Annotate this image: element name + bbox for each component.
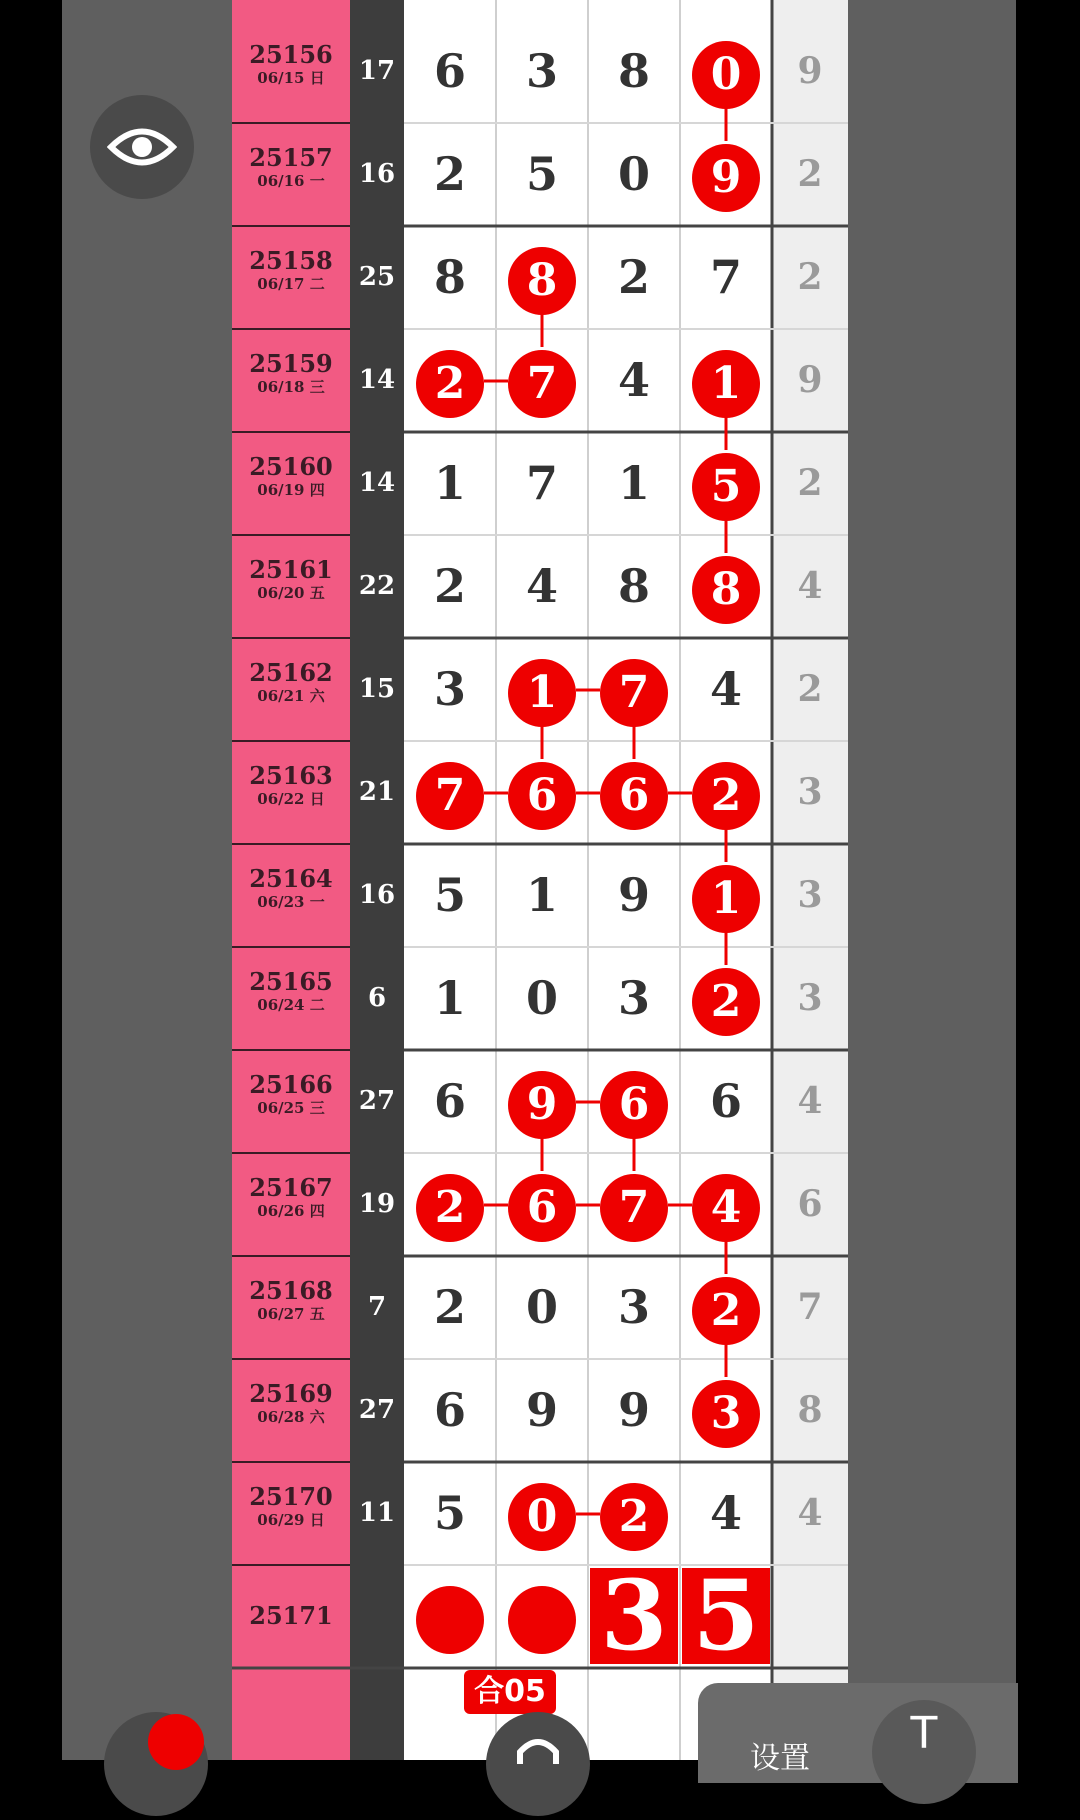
digit-cell xyxy=(496,329,588,432)
hit-ball: 1 xyxy=(692,865,760,933)
tail-value: 3 xyxy=(797,874,823,916)
sum-value: 27 xyxy=(358,1086,396,1116)
hit-ball: 6 xyxy=(600,762,668,830)
sum-value: 11 xyxy=(358,1498,396,1528)
digit-cell: 6 xyxy=(433,44,466,98)
digit-cell xyxy=(404,741,496,844)
hit-ball: 9 xyxy=(692,144,760,212)
issue-date: 06/18 三 xyxy=(257,378,325,396)
issue-number: 25163 xyxy=(249,761,333,790)
tail-value: 2 xyxy=(797,256,823,298)
digit-cell xyxy=(680,1256,772,1359)
tail-value: 4 xyxy=(797,1492,823,1534)
issue-number: 25166 xyxy=(249,1070,333,1099)
lock-icon xyxy=(486,1712,590,1816)
issue-cell xyxy=(232,535,350,638)
digit-cell xyxy=(680,20,772,123)
pending-ball xyxy=(496,1565,588,1668)
hit-ball: 1 xyxy=(508,659,576,727)
table-row xyxy=(232,1256,848,1359)
tail-value: 2 xyxy=(797,462,823,504)
sum-value: 15 xyxy=(358,674,396,704)
hit-ball: 2 xyxy=(416,350,484,418)
digit-cell: 0 xyxy=(617,147,650,201)
hit-ball: 7 xyxy=(416,762,484,830)
hit-ball: 3 xyxy=(692,1380,760,1448)
tail-value: 6 xyxy=(797,1183,823,1225)
issue-date: 06/15 日 xyxy=(257,69,325,87)
issue-date: 06/29 日 xyxy=(257,1511,325,1529)
hit-ball: 8 xyxy=(508,247,576,315)
digit-cell: 9 xyxy=(617,1383,650,1437)
issue-cell xyxy=(232,1050,350,1153)
issue-number: 25157 xyxy=(249,143,333,172)
digit-cell xyxy=(588,1153,680,1256)
tail-value: 8 xyxy=(797,1389,823,1431)
digit-cell: 4 xyxy=(525,559,558,613)
digit-cell: 1 xyxy=(433,456,466,510)
issue-number: 25169 xyxy=(249,1379,333,1408)
digit-cell: 7 xyxy=(525,456,558,510)
issue-date: 06/28 六 xyxy=(257,1408,325,1426)
sum-value: 27 xyxy=(358,1395,396,1425)
issue-cell xyxy=(232,432,350,535)
issue-number: 25161 xyxy=(249,555,333,584)
pen-button[interactable] xyxy=(104,1712,208,1816)
issue-date: 06/26 四 xyxy=(257,1202,325,1220)
digit-cell: 3 xyxy=(433,662,466,716)
digit-cell: 0 xyxy=(525,971,558,1025)
sum-value: 25 xyxy=(358,262,396,292)
digit-cell: 9 xyxy=(617,868,650,922)
hit-ball: 7 xyxy=(508,350,576,418)
trend-board xyxy=(232,0,848,1760)
sum-value: 19 xyxy=(358,1189,396,1219)
tail-value: 3 xyxy=(797,771,823,813)
table-row xyxy=(232,1359,848,1462)
digit-cell xyxy=(496,1153,588,1256)
table-row xyxy=(232,20,848,123)
issue-cell xyxy=(232,947,350,1050)
issue-number: 25168 xyxy=(249,1276,333,1305)
digit-cell: 2 xyxy=(433,1280,466,1334)
sum-value: 16 xyxy=(358,159,396,189)
digit-cell xyxy=(680,123,772,226)
hit-ball: 2 xyxy=(416,1174,484,1242)
pending-ball xyxy=(404,1565,496,1668)
left-overlay xyxy=(62,0,232,1760)
digit-cell: 3 xyxy=(525,44,558,98)
hit-ball: 4 xyxy=(692,1174,760,1242)
issue-number: 25164 xyxy=(249,864,333,893)
table-row xyxy=(232,741,848,844)
sum-value: 22 xyxy=(358,571,396,601)
issue-number: 25170 xyxy=(249,1482,333,1511)
digit-cell xyxy=(496,638,588,741)
digit-cell: 8 xyxy=(433,250,466,304)
digit-cell: 0 xyxy=(525,1280,558,1334)
digit-cell: 1 xyxy=(525,868,558,922)
hit-ball: 1 xyxy=(692,350,760,418)
issue-cell xyxy=(232,1565,350,1668)
sum-value: 7 xyxy=(367,1292,387,1322)
digit-cell xyxy=(680,844,772,947)
digit-cell xyxy=(588,1050,680,1153)
digit-cell xyxy=(680,535,772,638)
table-row xyxy=(232,947,848,1050)
tail-value: 4 xyxy=(797,1080,823,1122)
table-row xyxy=(232,329,848,432)
eye-toggle-button[interactable] xyxy=(90,95,194,199)
digit-cell: 3 xyxy=(617,1280,650,1334)
issue-date: 06/21 六 xyxy=(257,687,325,705)
right-overlay xyxy=(848,0,1016,1760)
issue-date: 06/17 二 xyxy=(257,275,325,293)
predicted-digit: 3 xyxy=(590,1568,678,1664)
digit-cell xyxy=(680,1153,772,1256)
tail-value: 4 xyxy=(797,565,823,607)
digit-cell xyxy=(588,1462,680,1565)
hit-ball: 8 xyxy=(692,556,760,624)
digit-cell: 6 xyxy=(433,1383,466,1437)
issue-cell xyxy=(232,329,350,432)
sum-value: 14 xyxy=(358,365,396,395)
hit-ball: 9 xyxy=(508,1071,576,1139)
digit-cell: 2 xyxy=(617,250,650,304)
prediction-row xyxy=(232,1559,848,1672)
hit-ball: 6 xyxy=(508,762,576,830)
text-tool-label: T xyxy=(910,1708,938,1759)
digit-cell: 5 xyxy=(433,868,466,922)
issue-number: 25162 xyxy=(249,658,333,687)
hit-ball: 2 xyxy=(692,968,760,1036)
issue-number: 25159 xyxy=(249,349,333,378)
hit-ball: 2 xyxy=(692,762,760,830)
digit-cell xyxy=(404,1153,496,1256)
issue-date: 06/20 五 xyxy=(257,584,325,602)
digit-cell: 3 xyxy=(617,971,650,1025)
hit-ball: 2 xyxy=(600,1483,668,1551)
digit-cell xyxy=(680,741,772,844)
digit-cell xyxy=(680,432,772,535)
hit-ball: 7 xyxy=(600,1174,668,1242)
table-row xyxy=(232,226,848,329)
table-row xyxy=(232,1050,848,1153)
issue-date: 06/22 日 xyxy=(257,790,325,808)
settings-label[interactable]: 设置 xyxy=(750,1741,810,1776)
issue-cell xyxy=(232,1462,350,1565)
issue-number: 25167 xyxy=(249,1173,333,1202)
tail-value: 2 xyxy=(797,668,823,710)
hit-ball: 0 xyxy=(508,1483,576,1551)
digit-cell xyxy=(680,1359,772,1462)
issue-cell xyxy=(232,1359,350,1462)
sum-value: 16 xyxy=(358,880,396,910)
predicted-digit: 5 xyxy=(682,1568,770,1664)
issue-cell xyxy=(232,638,350,741)
digit-cell: 4 xyxy=(709,662,742,716)
tail-value: 9 xyxy=(797,359,823,401)
sum-badge: 合05 xyxy=(464,1670,556,1714)
digit-cell xyxy=(680,947,772,1050)
text-tool-button[interactable] xyxy=(872,1700,976,1804)
digit-cell: 5 xyxy=(433,1486,466,1540)
issue-date: 06/23 一 xyxy=(257,893,325,911)
digit-cell xyxy=(496,741,588,844)
hit-ball: 6 xyxy=(508,1174,576,1242)
digit-cell: 8 xyxy=(617,559,650,613)
digit-cell xyxy=(404,329,496,432)
table-row xyxy=(232,432,848,535)
issue-date: 06/27 五 xyxy=(257,1305,325,1323)
issue-cell xyxy=(232,20,350,123)
sum-value: 21 xyxy=(358,777,396,807)
hit-ball: 5 xyxy=(692,453,760,521)
lock-button[interactable] xyxy=(486,1712,590,1816)
table-row xyxy=(232,1462,848,1565)
issue-date: 06/16 一 xyxy=(257,172,325,190)
hit-ball: 7 xyxy=(600,659,668,727)
issue-number: 25156 xyxy=(249,40,333,69)
digit-cell xyxy=(496,226,588,329)
pending-dot xyxy=(416,1586,484,1654)
digit-cell: 2 xyxy=(433,147,466,201)
hit-ball: 2 xyxy=(692,1277,760,1345)
table-row xyxy=(232,535,848,638)
table-row xyxy=(232,123,848,226)
tail-value: 2 xyxy=(797,153,823,195)
issue-cell xyxy=(232,226,350,329)
digit-cell xyxy=(496,1462,588,1565)
issue-cell xyxy=(232,1153,350,1256)
sum-value: 14 xyxy=(358,468,396,498)
tail-value: 9 xyxy=(797,50,823,92)
digit-cell: 4 xyxy=(709,1486,742,1540)
digit-cell: 6 xyxy=(433,1074,466,1128)
pending-dot xyxy=(508,1586,576,1654)
eye-icon xyxy=(107,124,177,170)
issue-date: 06/19 四 xyxy=(257,481,325,499)
sum-value: 17 xyxy=(358,56,396,86)
hit-ball: 0 xyxy=(692,41,760,109)
hit-ball: 6 xyxy=(600,1071,668,1139)
digit-cell xyxy=(680,329,772,432)
digit-cell: 1 xyxy=(433,971,466,1025)
issue-cell xyxy=(232,741,350,844)
digit-cell: 4 xyxy=(617,353,650,407)
digit-cell: 9 xyxy=(525,1383,558,1437)
table-row xyxy=(232,844,848,947)
digit-cell: 5 xyxy=(525,147,558,201)
digit-cell: 6 xyxy=(709,1074,742,1128)
issue-number: 25165 xyxy=(249,967,333,996)
tail-value: 7 xyxy=(797,1286,823,1328)
digit-cell: 7 xyxy=(709,250,742,304)
digit-cell xyxy=(588,638,680,741)
tail-value: 3 xyxy=(797,977,823,1019)
issue-cell xyxy=(232,1256,350,1359)
table-row xyxy=(232,638,848,741)
issue-number: 25158 xyxy=(249,246,333,275)
digit-cell: 1 xyxy=(617,456,650,510)
digit-cell: 2 xyxy=(433,559,466,613)
pen-icon xyxy=(148,1714,204,1770)
issue-number: 25171 xyxy=(249,1601,333,1630)
issue-date: 06/25 三 xyxy=(257,1099,325,1117)
digit-cell xyxy=(588,741,680,844)
issue-number: 25160 xyxy=(249,452,333,481)
digit-cell: 8 xyxy=(617,44,650,98)
issue-date: 06/24 二 xyxy=(257,996,325,1014)
digit-cell xyxy=(496,1050,588,1153)
issue-cell xyxy=(232,123,350,226)
table-row xyxy=(232,1153,848,1256)
sum-value: 6 xyxy=(367,983,387,1013)
issue-cell xyxy=(232,844,350,947)
